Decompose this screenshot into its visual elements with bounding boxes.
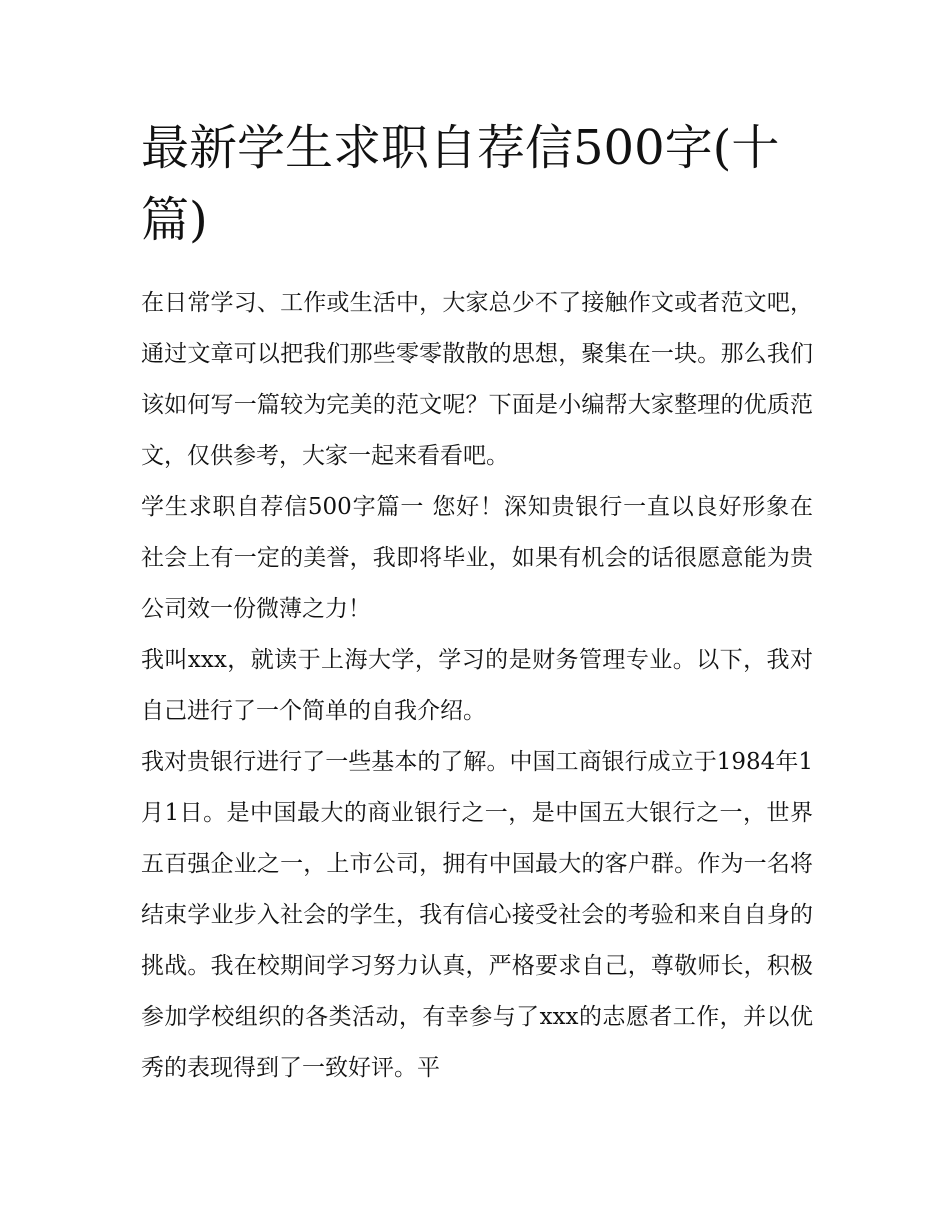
paragraph-self-introduction: 我叫xxx，就读于上海大学，学习的是财务管理专业。以下，我对自己进行了一个简单的自我介绍。 [141,647,813,724]
paragraph-bank-knowledge: 我对贵银行进行了一些基本的了解。中国工商银行成立于1984年1月1日。是中国最大的商业银行之一，是中国五大银行之一，世界五百强企业之一，上市公司，拥有中国最大的客户群。作为一名将结束学业步入社会的学生，我有信心接受社会的考验和来自自身的挑战。我在校期间学习努力认真，严格要求自己，尊敬师长，积极参加学校组织的各类活动，有幸参与了xxx的志愿者工作，并以优秀的表现得到了一致好评。平 [141,749,813,1081]
document-title: 最新学生求职自荐信500字(十篇) [141,120,780,248]
paragraph-intro: 在日常学习、工作或生活中，大家总少不了接触作文或者范文吧，通过文章可以把我们那些零零散散的思想，聚集在一块。那么我们该如何写一篇较为完美的范文呢？下面是小编帮大家整理的优质范文，仅供参考，大家一起来看看吧。 [141,290,813,469]
document-content [141,112,813,1094]
paragraph-letter-opening: 学生求职自荐信500字篇一 您好！深知贵银行一直以良好形象在社会上有一定的美誉，我即将毕业，如果有机会的话很愿意能为贵公司效一份微薄之力！ [141,494,813,622]
